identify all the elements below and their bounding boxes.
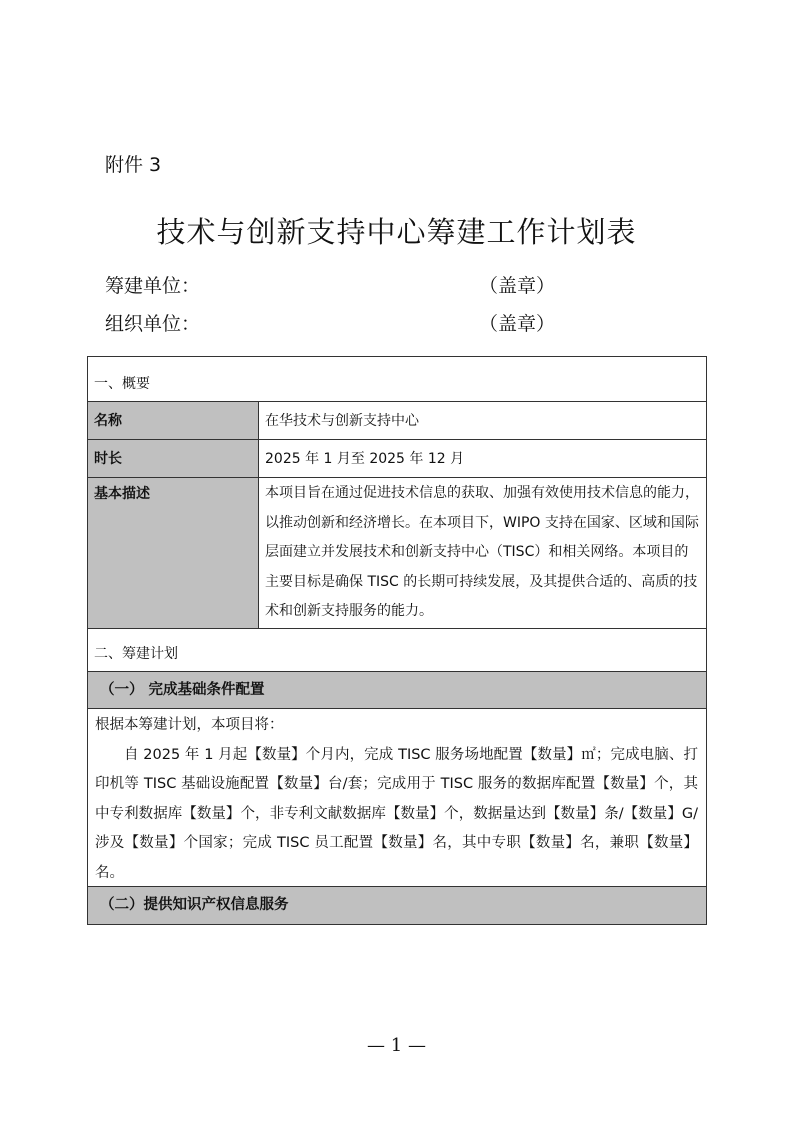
page-number: — 1 —: [367, 1035, 426, 1056]
infrastructure-paragraph: 自 2025 年 1 月起【数量】个月内，完成 TISC 服务场地配置【数量】㎡；完成电脑、打印机等 TISC 基础设施配置【数量】台/套；完成用于 TISC 服务的数据库配置【数量】个，其中专利数据库【数量】个，非专利文献数据库【数量】个，数据量达到【数量】条/【数量】G/涉及【数量】个国家；完成 TISC 员工配置【数量】名，其中专职【数量】名，兼职【数量】名。: [95, 746, 698, 881]
subsection-ip-info-heading: （二）提供知识产权信息服务: [88, 887, 706, 924]
subsection-infrastructure-heading: （一） 完成基础条件配置: [88, 672, 706, 709]
section-overview-heading: 一、概要: [88, 357, 706, 402]
description-value: 本项目旨在通过促进技术信息的获取、加强有效使用技术信息的能力，以推动创新和经济增长。在本项目下，WIPO 支持在国家、区域和国际层面建立并发展技术和创新支持中心（TISC）和相关网络。本项目的主要目标是确保 TISC 的长期可持续发展，及其提供合适的、高质的技术和创新支持服务的能力。: [265, 485, 699, 619]
organizing-unit-row: [105, 309, 556, 336]
infrastructure-body: [88, 709, 706, 887]
duration-value: 2025 年 1 月至 2025 年 12 月: [265, 451, 465, 467]
organizing-unit-label: 组织单位：: [105, 313, 201, 335]
section-plan-heading: 二、筹建计划: [88, 629, 706, 672]
organizing-unit-seal: （盖章）: [479, 313, 556, 335]
preparing-unit-label: 筹建单位：: [105, 275, 201, 297]
document-title: 技术与创新支持中心筹建工作计划表: [156, 215, 637, 249]
name-value: 在华技术与创新支持中心: [265, 413, 419, 429]
plan-table: [87, 356, 707, 925]
description-key: 基本描述: [88, 478, 259, 628]
infrastructure-intro: 根据本筹建计划，本项目将：: [95, 717, 284, 733]
description-row: [88, 478, 706, 629]
preparing-unit-row: [105, 271, 556, 298]
attachment-label: 附件 3: [105, 154, 162, 176]
duration-key: 时长: [88, 440, 259, 477]
name-key: 名称: [88, 402, 259, 439]
name-row: [88, 402, 706, 440]
preparing-unit-seal: （盖章）: [479, 275, 556, 297]
duration-row: [88, 440, 706, 478]
